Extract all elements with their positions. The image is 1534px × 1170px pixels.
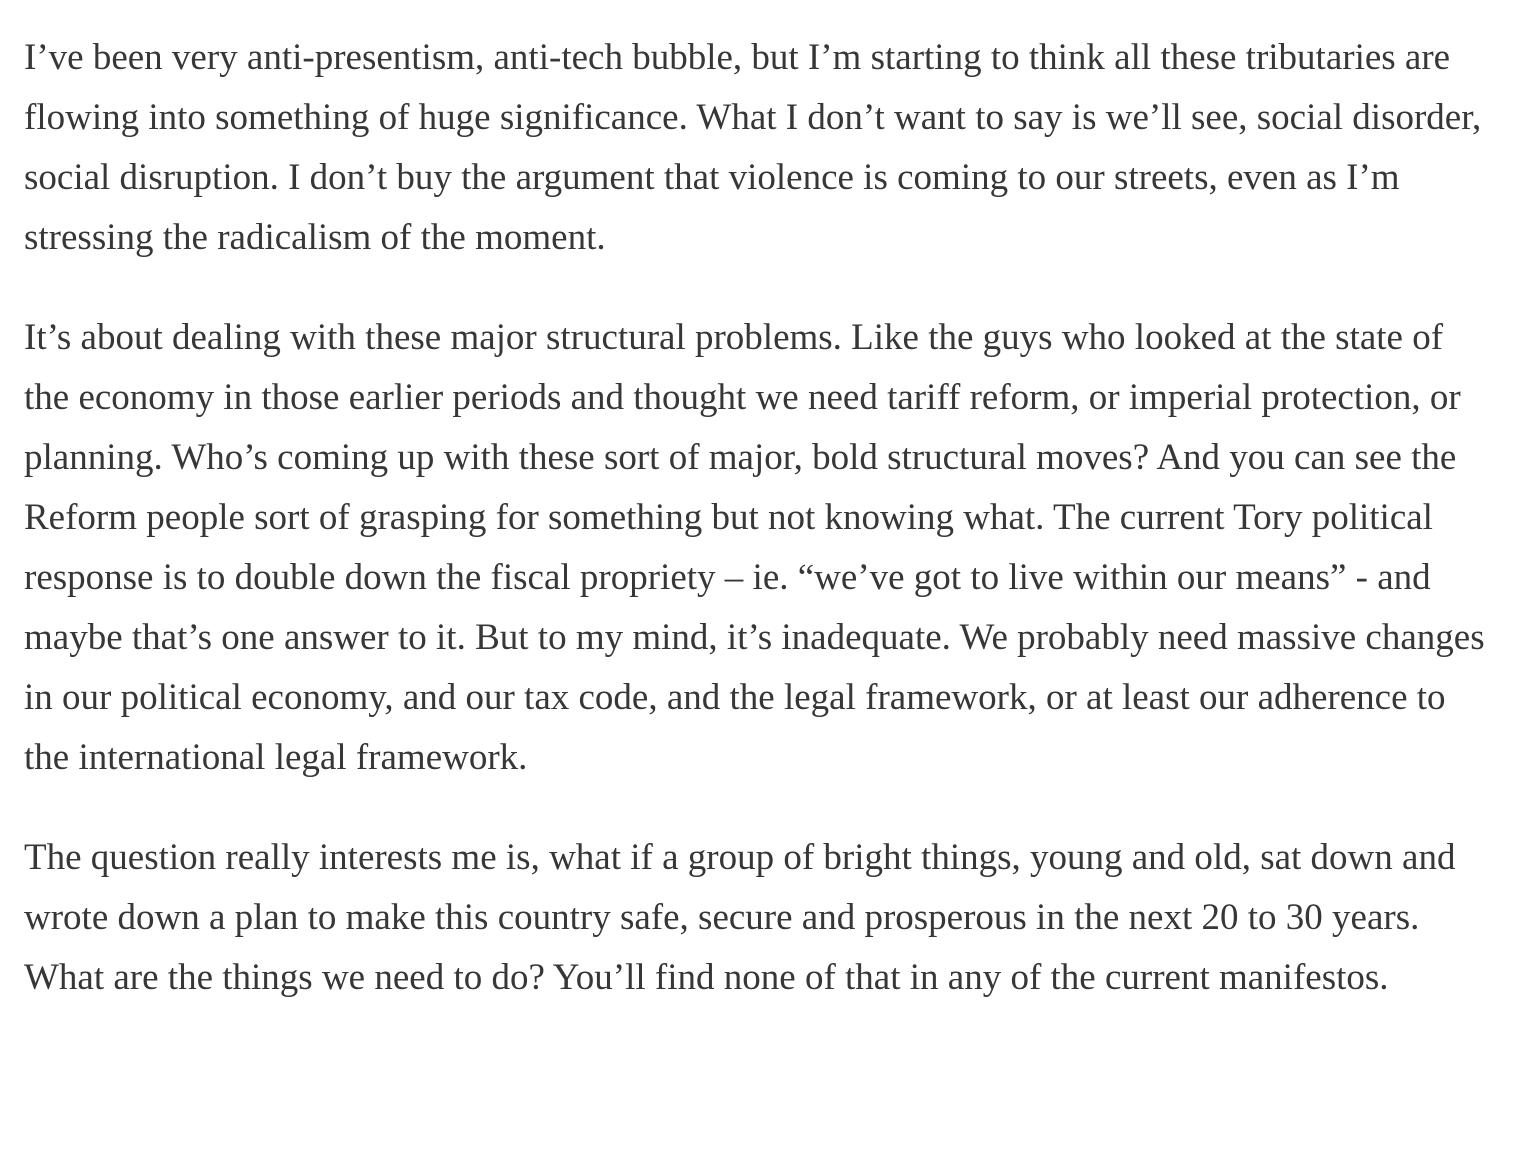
paragraph: The question really interests me is, what if a group of bright things, young and old, sat down and wrote down a plan to make this country safe, secure and prosperous in the next 20 to 30 years. What are the things we need to do? You’ll find none of that in any of the current manifestos. [24,837,1456,998]
paragraph: I’ve been very anti-presentism, anti-tech bubble, but I’m starting to think all these tributaries are flowing into something of huge significance. What I don’t want to say is we’ll see, social disorder, social disruption. I don’t buy the argument that violence is coming to our streets, even as I’m stressing the radicalism of the moment. [24,37,1482,258]
paragraph: It’s about dealing with these major structural problems. Like the guys who looked at the state of the economy in those earlier periods and thought we need tariff reform, or imperial protection, or planning. Who’s coming up with these sort of major, bold structural moves? And you can see the Reform people sort of grasping for something but not knowing what. The current Tory political response is to double down the fiscal propriety – ie. “we’ve got to live within our means” - and maybe that’s one answer to it. But to my mind, it’s inadequate. We probably need massive changes in our political economy, and our tax code, and the legal framework, or at least our adherence to the international legal framework. [24,317,1485,778]
